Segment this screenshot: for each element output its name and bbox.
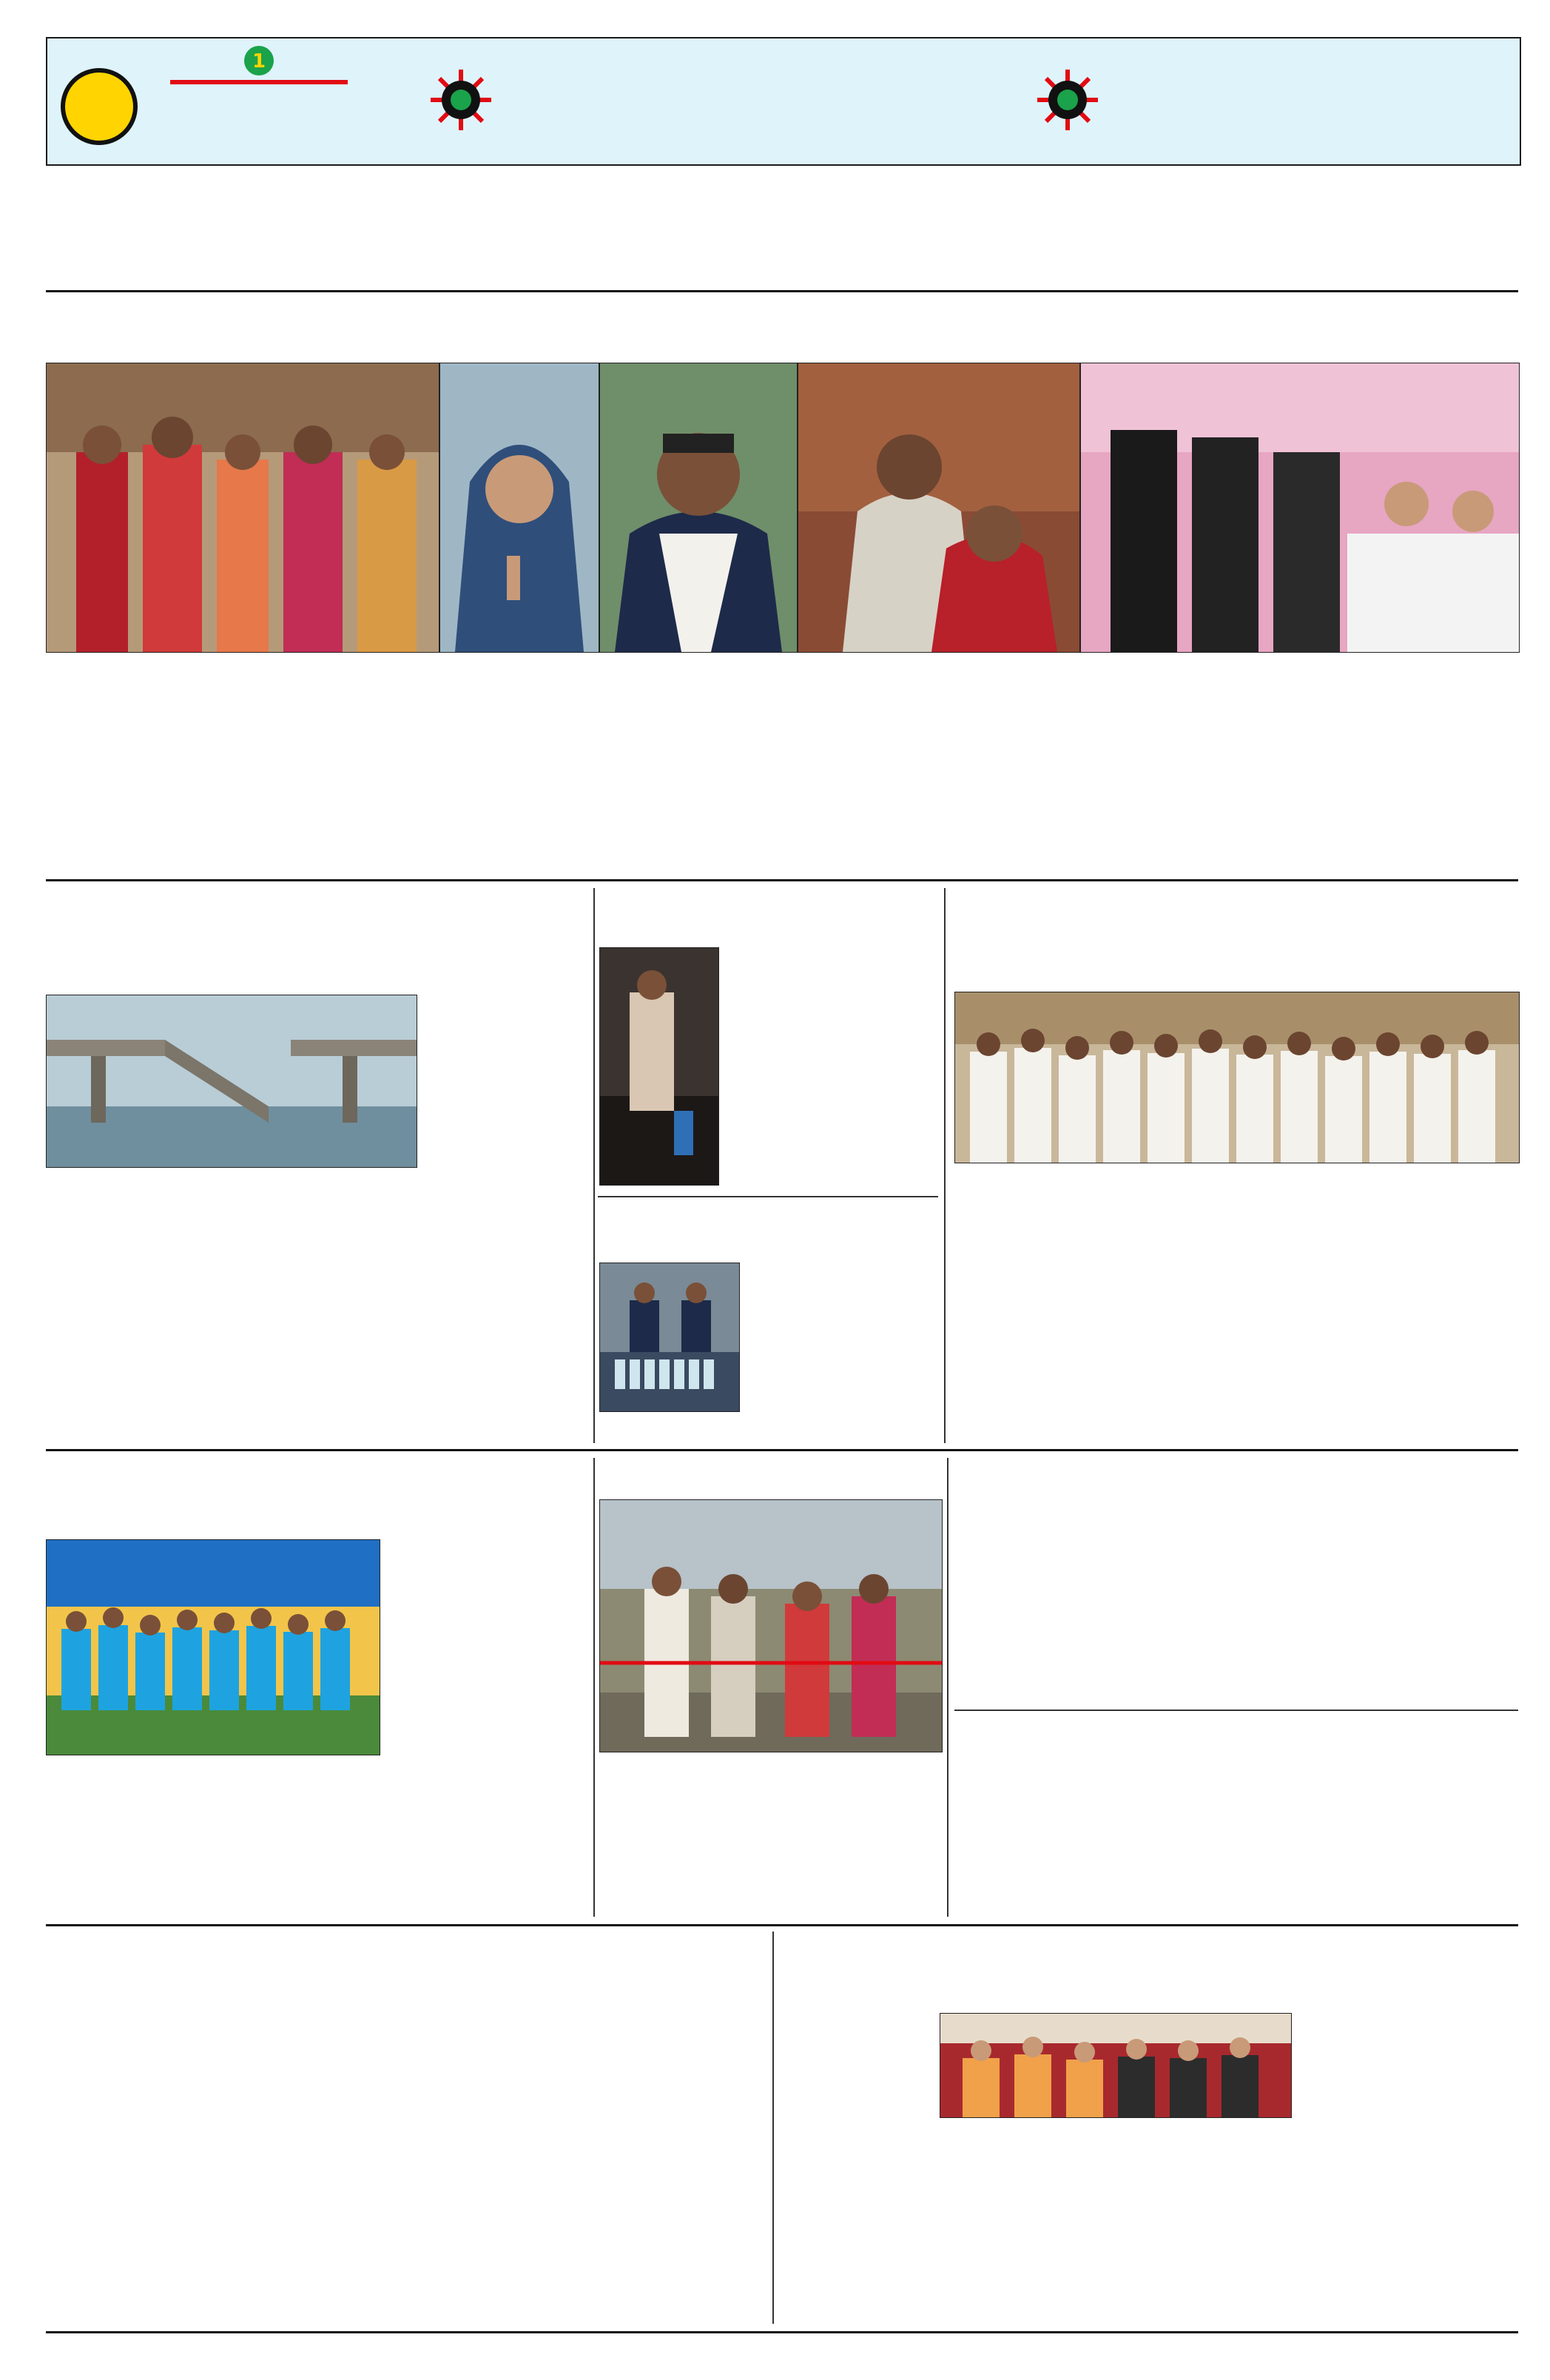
photo-man-voter — [599, 363, 798, 653]
divider — [46, 1449, 1518, 1451]
road-body — [599, 1779, 941, 1917]
divider — [46, 1924, 1518, 1926]
photo-woman-voter — [439, 363, 599, 653]
fire-body — [724, 947, 938, 1191]
divider — [598, 1196, 938, 1197]
photo-elderly-voter — [798, 363, 1080, 653]
photo-cricket-team — [46, 1539, 380, 1755]
divider — [593, 888, 595, 1443]
photo-burnt-hut — [599, 947, 719, 1186]
photo-seized-liquor — [599, 1263, 740, 1412]
divider — [944, 888, 946, 1443]
sun-emblem-icon — [1036, 68, 1099, 132]
divider — [593, 1458, 595, 1917]
photo-congress-group — [954, 992, 1520, 1163]
footer-rule — [46, 2331, 1518, 2333]
congress-body — [954, 1193, 1518, 1437]
paper-logo — [141, 44, 377, 133]
divider — [46, 290, 1518, 292]
liquor-body — [744, 1260, 938, 1437]
section-title-ur — [1110, 52, 1495, 133]
photo-polling-booth — [1080, 363, 1520, 653]
photo-road-inauguration — [599, 1499, 943, 1752]
assault-body — [954, 1791, 1518, 1917]
page-number — [61, 68, 138, 145]
bridge-body-intro — [422, 1017, 589, 1165]
lead-body — [46, 679, 1518, 872]
divider — [954, 1710, 1518, 1711]
cricket-body — [46, 1763, 589, 1917]
photo-women-queue — [46, 363, 439, 653]
cricket-body-intro — [385, 1563, 589, 1755]
polling-body — [46, 2051, 768, 2321]
minority-body-intro — [1296, 2010, 1518, 2321]
svg-text:1: 1 — [252, 50, 266, 73]
bridge-body — [46, 1175, 589, 1437]
divider — [772, 1932, 774, 2324]
sun-emblem-icon — [429, 68, 493, 132]
divider — [947, 1458, 948, 1917]
divider — [46, 879, 1518, 881]
photo-minority-event — [940, 2013, 1292, 2118]
dogs-body — [954, 1547, 1518, 1702]
minority-body — [940, 2125, 1290, 2321]
photo-collapsed-bridge — [46, 995, 417, 1168]
minority-body-side — [780, 2010, 934, 2321]
